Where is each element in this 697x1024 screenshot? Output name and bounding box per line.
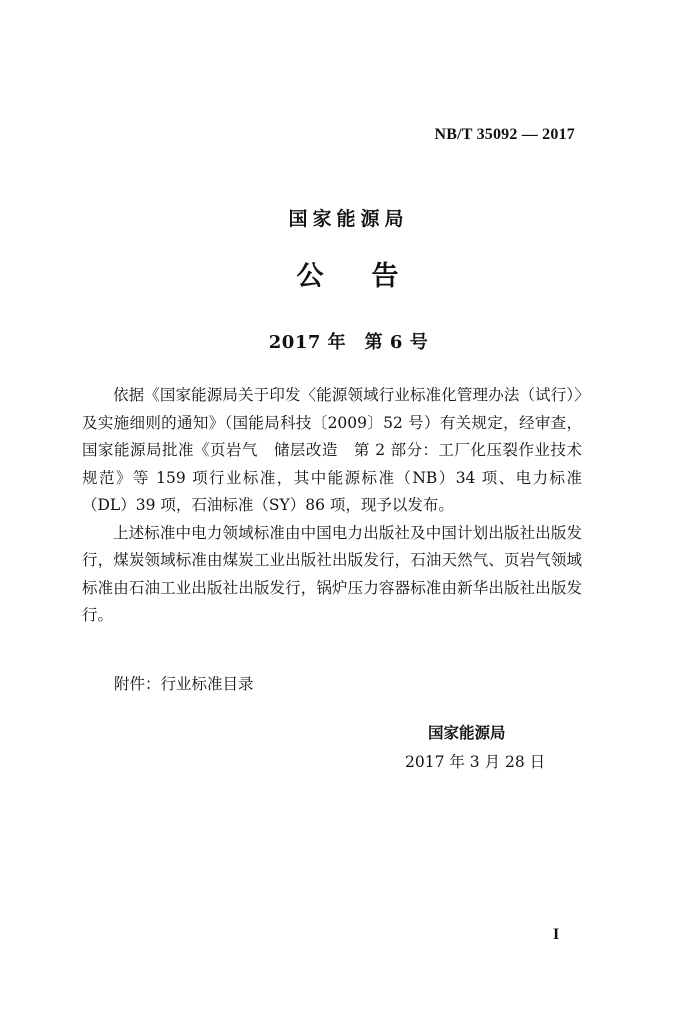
notice-title-char-2: 告 <box>371 261 401 292</box>
notice-title <box>0 254 697 293</box>
signature-date: 2017 年 3 月 28 日 <box>405 753 546 771</box>
body-paragraph-1: 依据《国家能源局关于印发〈能源领域行业标准化管理办法（试行）〉及实施细则的通知》（国能局科技〔2009〕52 号）有关规定，经审查，国家能源局批准《页岩气 储层改造 第 2 部分：工厂化压裂作业技术规范》等 159 项行业标准，其中能源标准（NB）34 项、电力标准（DL）39 项，石油标准（SY）86 项，现予以发布。 <box>82 386 582 514</box>
notice-number: 2017 年 第 6 号 <box>268 332 429 353</box>
notice-title-char-1: 公 <box>296 261 326 292</box>
body-paragraph-2: 上述标准中电力领域标准由中国电力出版社及中国计划出版社出版发行，煤炭领域标准由煤炭工业出版社出版发行，石油天然气、页岩气领域标准由石油工业出版社出版发行，锅炉压力容器标准由新华出版社出版发行。 <box>82 523 582 624</box>
standard-code: NB/T 35092 — 2017 <box>434 126 575 143</box>
signature-organization: 国家能源局 <box>428 724 506 742</box>
issuer-title: 国家能源局 <box>288 208 409 230</box>
notice-body <box>82 382 582 630</box>
page-number: I <box>553 926 560 943</box>
attachment-line: 附件：行业标准目录 <box>114 675 254 693</box>
